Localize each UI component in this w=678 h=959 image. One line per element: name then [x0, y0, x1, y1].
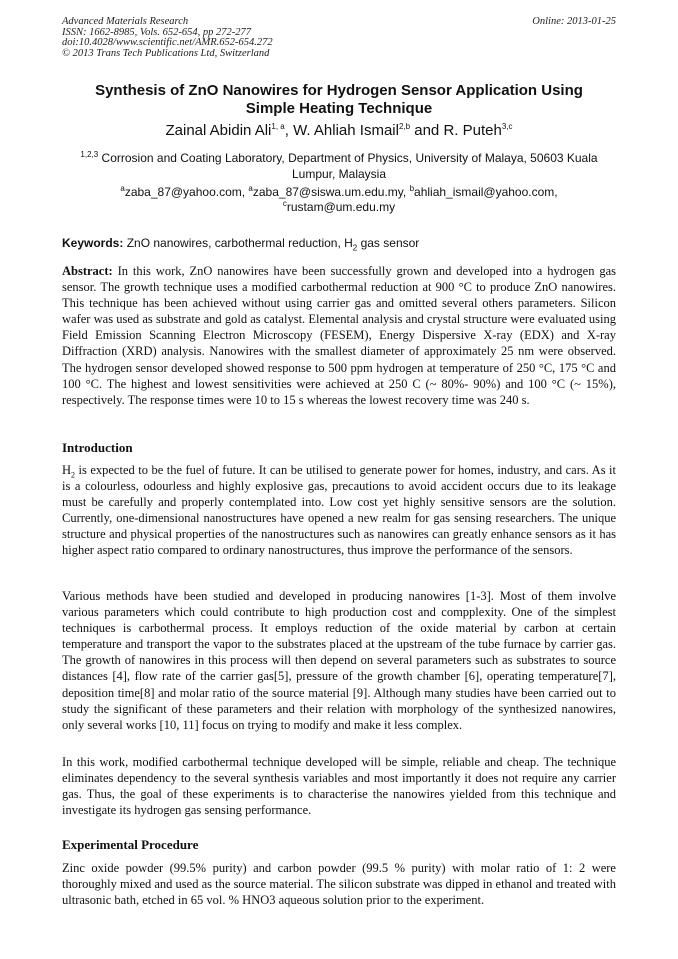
issn-line: ISSN: 1662-8985, Vols. 652-654, pp 272-277 [62, 26, 251, 38]
email-superscript: a [248, 184, 253, 193]
email-link[interactable]: zaba_87@yahoo.com, [124, 185, 249, 199]
affiliation-superscript: 1,2,3 [80, 150, 99, 159]
author-name: Zainal Abidin Ali [165, 122, 272, 139]
email-link[interactable]: zaba_87@siswa.um.edu.my, [252, 185, 410, 199]
email-superscript: c [282, 199, 287, 208]
keywords-label: Keywords: [62, 236, 124, 250]
copyright-line: © 2013 Trans Tech Publications Ltd, Switzerland [62, 47, 270, 59]
paragraph-text: is expected to be the fuel of future. It can be utilised to generate power for homes, industry, and cars. As it is a colourless, odourless and highly explosive gas, precautions to avoid accident occurs due to its leakage must be carefully and properly contemplated into. Low cost yet highly sensitive sensors are the solution. Currently, one-dimensional nanostructures have opened a new realm for gas sensing researchers. The unique structure and physical properties of the nanostructures such as nanowires can greatly enhance sensors as it has higher aspect ratio compared to ordinary nanostructures, thus improve the performance of the sensors. [62, 463, 616, 558]
affiliation-text: Corrosion and Coating Laboratory, Department of Physics, University of Malaya, 50603 Kuala Lumpur, Malaysia [98, 151, 598, 181]
author-separator: and [410, 122, 444, 139]
keywords-text-end: gas sensor [357, 236, 420, 250]
email-superscript: a [120, 184, 125, 193]
affiliation [62, 150, 616, 182]
experimental-paragraph-1: Zinc oxide powder (99.5% purity) and carbon powder (99.5 % purity) with molar ratio of 1: 2 were thoroughly mixed and used as the source material. The silicon substrate was dipped in ethanol and treated with ultrasonic bath, etched in 65 vol. % HNO3 aqueous solution prior to the experiment. [62, 861, 616, 908]
keywords [62, 235, 616, 251]
section-heading-experimental: Experimental Procedure [62, 837, 199, 852]
email-superscript: b [409, 184, 415, 193]
abstract-text: In this work, ZnO nanowires have been successfully grown and developed into a hydrogen gas sensor. The growth technique uses a modified carbothermal reduction at 900 °C to produce ZnO nanowires. This technique has been achieved without using carrier gas and omitted several others parameters. Silicon wafer was used as substrate and gold as catalyst. Elemental analysis and crystal structure were evaluated using Field Emission Scanning Electron Microscopy (FESEM), Energy Dispersive X-ray (EDX) and X-ray Diffraction (XRD) analysis. Nanowires with the smallest diameter of approximately 25 nm were observed. The hydrogen sensor developed showed response to 500 ppm hydrogen at temperature of 250 °C, 175 °C and 100 °C. The highest and lowest sensitivities were achieved at 250 C (~ 80%- 90%) and 100 °C (~ 15%), respectively. The response times were 10 to 15 s whereas the lowest recovery time was 240 s. [62, 264, 616, 407]
hydrogen-symbol: H [62, 463, 72, 477]
intro-paragraph-3: In this work, modified carbothermal technique developed will be simple, reliable and cheap. The technique eliminates dependency to the several synthesis variables and most importantly it does not require any carrier gas. Thus, the goal of these experiments is to characterise the nanowires yielded from this technique and investigate its hydrogen gas sensing performance. [62, 755, 616, 818]
journal-name: Advanced Materials Research [62, 16, 189, 27]
email-link[interactable]: ahliah_ismail@yahoo.com, [414, 185, 558, 199]
keywords-text: ZnO nanowires, carbothermal reduction, H [123, 236, 353, 250]
doi-line: doi:10.4028/www.scientific.net/AMR.652-654.272 [62, 37, 273, 48]
intro-paragraph-2: Various methods have been studied and developed in producing nanowires [1-3]. Most of them involve various parameters which could contribute to high production cost and compplexity. One of the simplest techniques is carbothermal process. It employs reduction of the oxide material by carbon at certain temperature and transport the vapor to the substrates placed at the upstream of the tube furnace by carrier gas. The growth of nanowires in this process will then depend on several parameters such as substrates to source distances [4], flow rate of the carrier gas[5], pressure of the growth chamber [6], operating temperature[7], deposition time[8] and molar ratio of the source material [9]. Although many studies have been carried out to study the significant of these parameters and their relation with morphology of the synthesized nanowires, only several works [10, 11] focus on trying to modify and make it less complex. [62, 589, 616, 732]
author-list [62, 121, 616, 141]
hydrogen-subscript: 2 [71, 470, 76, 480]
online-date: Online: 2013-01-25 [532, 16, 616, 27]
keywords-subscript: 2 [352, 243, 358, 253]
author-name: R. Puteh [443, 122, 502, 139]
author-superscript: 2,b [398, 122, 411, 131]
email-list [62, 185, 616, 215]
email-link[interactable]: rustam@um.edu.my [286, 200, 396, 214]
author-superscript: 1, a [271, 122, 285, 131]
abstract [62, 263, 616, 408]
journal-header [62, 17, 273, 59]
intro-paragraph-1 [62, 462, 616, 559]
paper-title: Synthesis of ZnO Nanowires for Hydrogen Sensor Application Using Simple Heating Technique [95, 82, 583, 117]
author-name: W. Ahliah Ismail [293, 122, 399, 139]
abstract-label: Abstract: [62, 264, 113, 278]
section-heading-introduction: Introduction [62, 440, 133, 455]
author-separator: , [284, 122, 294, 139]
author-superscript: 3,c [501, 122, 513, 131]
